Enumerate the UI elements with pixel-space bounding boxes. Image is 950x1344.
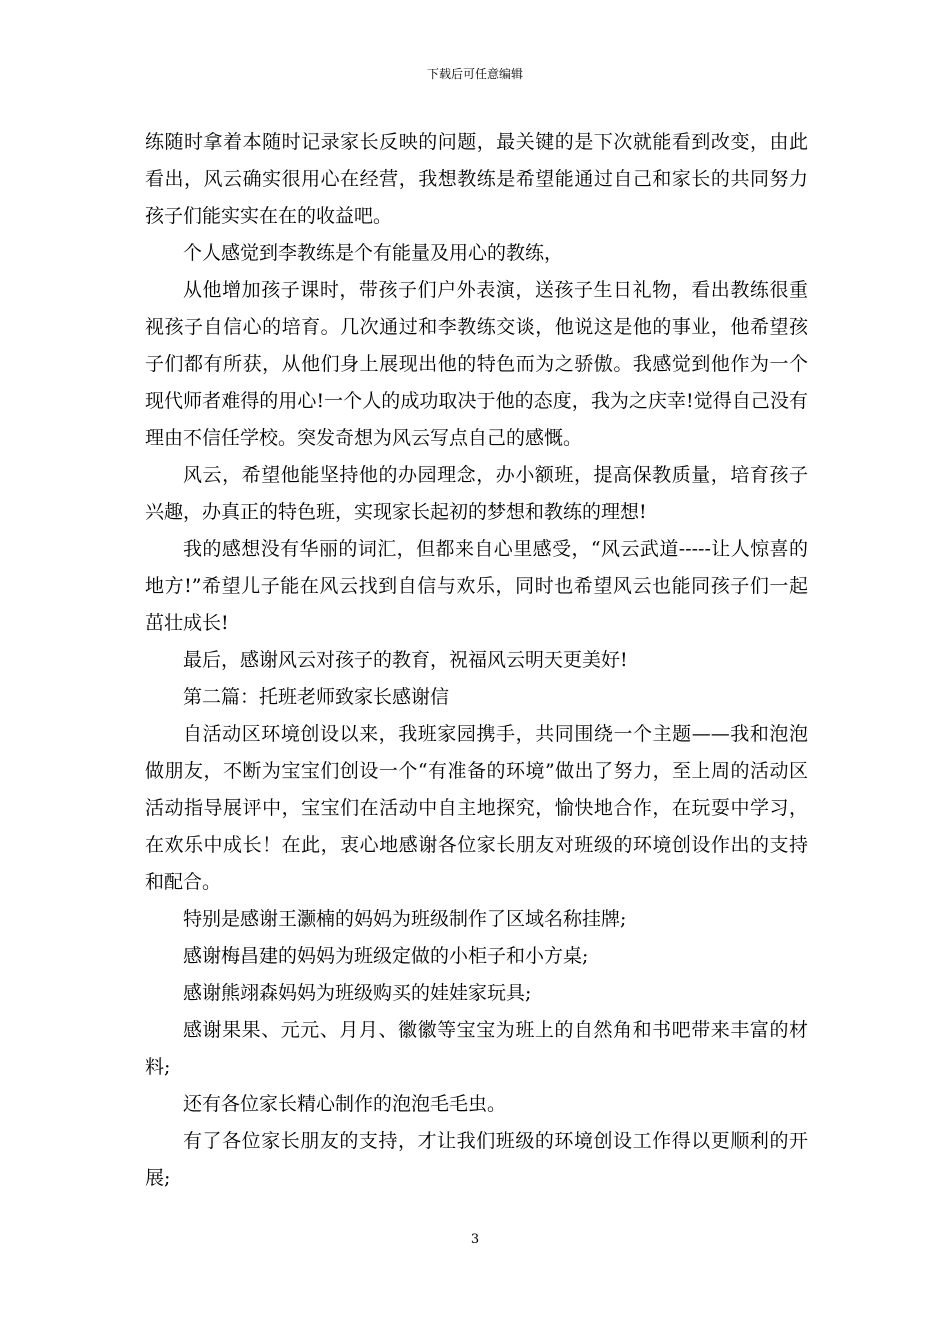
page-number: 3 xyxy=(470,1232,480,1247)
paragraph: 风云，希望他能坚持他的办园理念，办小额班，提高保教质量，培育孩子兴趣，办真正的特色班，实现家长起初的梦想和教练的理想! xyxy=(145,464,808,523)
paragraph: 感谢熊翊森妈妈为班级购买的娃娃家玩具; xyxy=(183,982,532,1004)
paragraph: 练随时拿着本随时记录家长反映的问题，最关键的是下次就能看到改变，由此看出，风云确实很用心在经营，我想教练是希望能通过自己和家长的共同努力孩子们能实实在在的收益吧。 xyxy=(145,131,808,227)
paragraph: 有了各位家长朋友的支持，才让我们班级的环境创设工作得以更顺利的开展; xyxy=(145,1130,808,1189)
page-header: 下载后可任意编辑 xyxy=(426,67,523,81)
paragraph: 我的感想没有华丽的词汇，但都来自心里感受，“风云武道-----让人惊喜的地方!”希望儿子能在风云找到自信与欢乐，同时也希望风云也能同孩子们一起茁壮成长! xyxy=(145,538,808,634)
paragraph: 从他增加孩子课时，带孩子们户外表演，送孩子生日礼物，看出教练很重视孩子自信心的培育。几次通过和李教练交谈，他说这是他的事业，他希望孩子们都有所获，从他们身上展现出他的特色而为之骄傲。我感觉到他作为一个现代师者难得的用心!一个人的成功取决于他的态度，我为之庆幸!觉得自己没有理由不信任学校。突发奇想为风云写点自己的感慨。 xyxy=(145,279,808,449)
paragraph: 自活动区环境创设以来，我班家园携手，共同围绕一个主题——我和泡泡做朋友，不断为宝宝们创设一个“有准备的环境”做出了努力，至上周的活动区活动指导展评中，宝宝们在活动中自主地探究，愉快地合作，在玩耍中学习，在欢乐中成长！在此，衷心地感谢各位家长朋友对班级的环境创设作出的支持和配合。 xyxy=(145,723,808,893)
section-heading: 第二篇：托班老师致家长感谢信 xyxy=(183,686,450,708)
paragraph: 个人感觉到李教练是个有能量及用心的教练， xyxy=(183,242,564,264)
document-body xyxy=(145,124,808,1197)
paragraph: 特别是感谢王灏楠的妈妈为班级制作了区域名称挂牌; xyxy=(183,908,627,930)
paragraph: 最后，感谢风云对孩子的教育，祝福风云明天更美好! xyxy=(183,649,628,671)
paragraph: 还有各位家长精心制作的泡泡毛毛虫。 xyxy=(183,1093,507,1115)
paragraph: 感谢梅昌建的妈妈为班级定做的小柜子和小方桌; xyxy=(183,945,589,967)
paragraph: 感谢果果、元元、月月、徽徽等宝宝为班上的自然角和书吧带来丰富的材料; xyxy=(145,1019,808,1078)
